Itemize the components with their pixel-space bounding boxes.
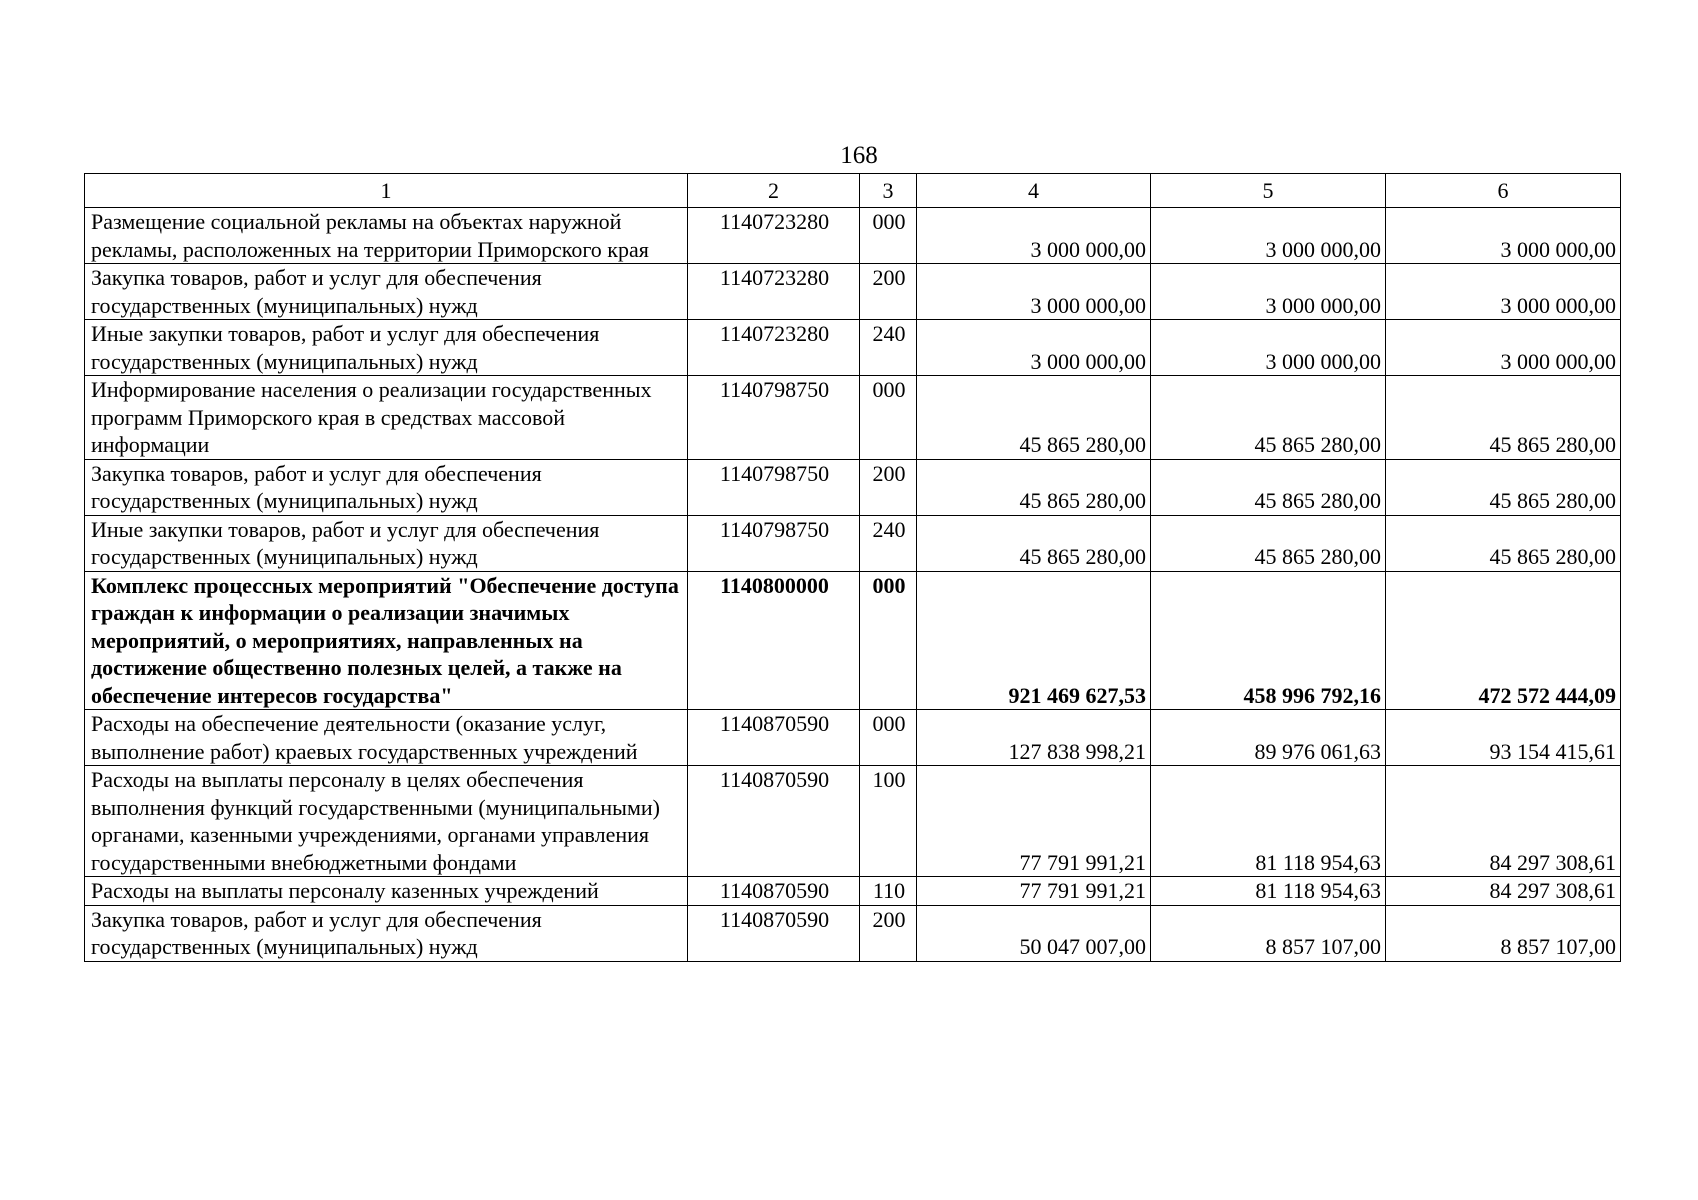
row-target-code: 1140870590	[688, 710, 860, 766]
row-amount-col4: 77 791 991,21	[917, 766, 1151, 877]
row-amount-col5: 3 000 000,00	[1151, 320, 1386, 376]
row-amount-col4: 921 469 627,53	[917, 571, 1151, 710]
row-name: Информирование населения о реализации государственных программ Приморского края в средствах массовой информации	[85, 376, 688, 460]
row-amount-col4: 45 865 280,00	[917, 459, 1151, 515]
row-amount-col4: 77 791 991,21	[917, 877, 1151, 906]
table-row	[85, 264, 1621, 320]
row-target-code: 1140798750	[688, 459, 860, 515]
row-target-code: 1140870590	[688, 905, 860, 961]
row-amount-col6: 93 154 415,61	[1386, 710, 1621, 766]
row-amount-col5: 3 000 000,00	[1151, 264, 1386, 320]
row-name: Расходы на выплаты персоналу казенных учреждений	[85, 877, 688, 906]
row-expense-type: 240	[860, 320, 917, 376]
row-amount-col6: 3 000 000,00	[1386, 264, 1621, 320]
row-target-code: 1140723280	[688, 264, 860, 320]
row-amount-col4: 127 838 998,21	[917, 710, 1151, 766]
row-amount-col5: 458 996 792,16	[1151, 571, 1386, 710]
row-name: Комплекс процессных мероприятий "Обеспечение доступа граждан к информации о реализации значимых мероприятий, о мероприятиях, направленных на достижение общественно полезных целей, а также на обеспечение интересов государства"	[85, 571, 688, 710]
row-amount-col4: 3 000 000,00	[917, 208, 1151, 264]
table-row	[85, 877, 1621, 906]
row-amount-col6: 3 000 000,00	[1386, 208, 1621, 264]
row-expense-type: 000	[860, 710, 917, 766]
column-header-4: 4	[917, 174, 1151, 208]
row-expense-type: 100	[860, 766, 917, 877]
row-name: Закупка товаров, работ и услуг для обеспечения государственных (муниципальных) нужд	[85, 264, 688, 320]
row-expense-type: 000	[860, 376, 917, 460]
row-amount-col4: 3 000 000,00	[917, 264, 1151, 320]
page-number: 168	[840, 142, 878, 169]
row-target-code: 1140798750	[688, 515, 860, 571]
row-amount-col6: 84 297 308,61	[1386, 766, 1621, 877]
row-amount-col5: 89 976 061,63	[1151, 710, 1386, 766]
row-amount-col5: 81 118 954,63	[1151, 766, 1386, 877]
row-amount-col6: 84 297 308,61	[1386, 877, 1621, 906]
row-amount-col4: 45 865 280,00	[917, 376, 1151, 460]
row-name: Расходы на обеспечение деятельности (оказание услуг, выполнение работ) краевых государственных учреждений	[85, 710, 688, 766]
row-amount-col4: 3 000 000,00	[917, 320, 1151, 376]
row-amount-col6: 45 865 280,00	[1386, 515, 1621, 571]
row-name: Закупка товаров, работ и услуг для обеспечения государственных (муниципальных) нужд	[85, 905, 688, 961]
table-row	[85, 320, 1621, 376]
row-name: Расходы на выплаты персоналу в целях обеспечения выполнения функций государственными (муниципальными) органами, казенными учреждениями, органами управления государственными внебюджетными фондами	[85, 766, 688, 877]
row-target-code: 1140800000	[688, 571, 860, 710]
column-header-2: 2	[688, 174, 860, 208]
row-name: Закупка товаров, работ и услуг для обеспечения государственных (муниципальных) нужд	[85, 459, 688, 515]
row-expense-type: 200	[860, 459, 917, 515]
row-name: Размещение социальной рекламы на объектах наружной рекламы, расположенных на территории Приморского края	[85, 208, 688, 264]
table-row	[85, 766, 1621, 877]
table-row	[85, 459, 1621, 515]
column-header-1: 1	[85, 174, 688, 208]
row-amount-col6: 472 572 444,09	[1386, 571, 1621, 710]
row-name: Иные закупки товаров, работ и услуг для обеспечения государственных (муниципальных) нужд	[85, 515, 688, 571]
column-header-6: 6	[1386, 174, 1621, 208]
column-header-3: 3	[860, 174, 917, 208]
table-row	[85, 905, 1621, 961]
row-target-code: 1140723280	[688, 320, 860, 376]
row-expense-type: 110	[860, 877, 917, 906]
row-target-code: 1140798750	[688, 376, 860, 460]
column-number-row	[85, 174, 1621, 208]
row-expense-type: 240	[860, 515, 917, 571]
row-amount-col6: 8 857 107,00	[1386, 905, 1621, 961]
row-target-code: 1140723280	[688, 208, 860, 264]
row-amount-col5: 45 865 280,00	[1151, 459, 1386, 515]
row-amount-col6: 45 865 280,00	[1386, 376, 1621, 460]
row-amount-col5: 8 857 107,00	[1151, 905, 1386, 961]
row-amount-col4: 45 865 280,00	[917, 515, 1151, 571]
table-row	[85, 571, 1621, 710]
row-expense-type: 000	[860, 571, 917, 710]
row-amount-col4: 50 047 007,00	[917, 905, 1151, 961]
table-row	[85, 710, 1621, 766]
column-header-5: 5	[1151, 174, 1386, 208]
row-expense-type: 200	[860, 264, 917, 320]
row-amount-col5: 45 865 280,00	[1151, 515, 1386, 571]
row-name: Иные закупки товаров, работ и услуг для обеспечения государственных (муниципальных) нужд	[85, 320, 688, 376]
row-expense-type: 200	[860, 905, 917, 961]
row-amount-col5: 45 865 280,00	[1151, 376, 1386, 460]
row-amount-col5: 81 118 954,63	[1151, 877, 1386, 906]
row-amount-col6: 45 865 280,00	[1386, 459, 1621, 515]
row-amount-col5: 3 000 000,00	[1151, 208, 1386, 264]
row-target-code: 1140870590	[688, 877, 860, 906]
row-target-code: 1140870590	[688, 766, 860, 877]
row-expense-type: 000	[860, 208, 917, 264]
budget-table	[84, 173, 1621, 962]
table-row	[85, 515, 1621, 571]
table-row	[85, 376, 1621, 460]
table-row	[85, 208, 1621, 264]
row-amount-col6: 3 000 000,00	[1386, 320, 1621, 376]
